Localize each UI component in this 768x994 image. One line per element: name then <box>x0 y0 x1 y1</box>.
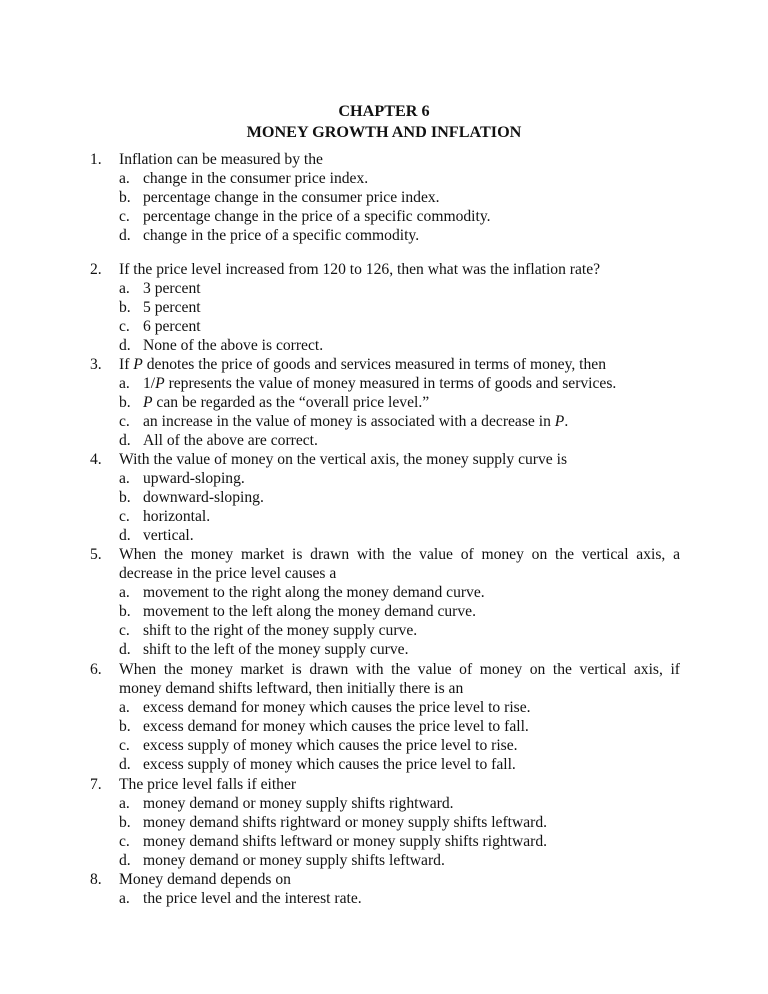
option-text: shift to the left of the money supply curve. <box>143 641 409 659</box>
option-a <box>119 374 680 393</box>
option-text: excess supply of money which causes the price level to rise. <box>143 737 518 755</box>
option-letter: b. <box>119 394 131 412</box>
question-stem: If the price level increased from 120 to 126, then what was the inflation rate? <box>119 261 601 278</box>
option-text-part: can be regarded as the “overall price level.” <box>152 394 430 412</box>
option-b <box>119 488 680 507</box>
option-letter: a. <box>119 890 130 908</box>
option-letter: d. <box>119 337 131 355</box>
option-text-part: an increase in the value of money is associated with a decrease in <box>143 413 555 431</box>
question-stem: With the value of money on the vertical axis, the money supply curve is <box>119 451 568 468</box>
question-5 <box>90 545 680 660</box>
stem-text: denotes the price of goods and services measured in terms of money, then <box>142 356 607 373</box>
option-text: money demand shifts rightward or money supply shifts leftward. <box>143 814 548 832</box>
variable-p: P <box>133 356 143 373</box>
question-number: 6. <box>90 661 102 678</box>
option-letter: c. <box>119 318 130 336</box>
option-text: movement to the left along the money demand curve. <box>143 603 476 621</box>
option-text: money demand or money supply shifts leftward. <box>143 852 445 870</box>
option-text: money demand shifts leftward or money supply shifts rightward. <box>143 833 548 851</box>
question-7 <box>90 775 680 870</box>
option-d <box>119 226 680 245</box>
option-letter: a. <box>119 375 130 393</box>
option-a <box>119 889 680 908</box>
option-a <box>119 698 680 717</box>
option-text-part: 1/ <box>143 375 156 393</box>
option-b <box>119 298 680 317</box>
stem-text: If <box>119 356 134 373</box>
option-text: shift to the right of the money supply curve. <box>143 622 418 640</box>
option-letter: d. <box>119 527 131 545</box>
option-text: vertical. <box>143 527 194 545</box>
option-text: None of the above is correct. <box>143 337 324 355</box>
option-text <box>143 394 429 411</box>
option-text: upward-sloping. <box>143 470 245 488</box>
variable-p: P <box>554 413 565 431</box>
option-letter: a. <box>119 280 130 298</box>
option-d <box>119 336 680 355</box>
option-text: money demand or money supply shifts rightward. <box>143 795 454 813</box>
option-letter: c. <box>119 413 130 431</box>
question-number: 8. <box>90 871 102 888</box>
option-a <box>119 794 680 813</box>
option-d <box>119 526 680 545</box>
option-letter: b. <box>119 814 131 832</box>
option-c <box>119 207 680 226</box>
option-letter: b. <box>119 489 131 507</box>
question-2 <box>90 260 680 355</box>
stem-line-1: When the money market is drawn with the value of money on the vertical axis, a <box>119 546 680 563</box>
question-6 <box>90 660 680 775</box>
option-letter: a. <box>119 170 130 188</box>
chapter-title: MONEY GROWTH AND INFLATION <box>246 122 522 141</box>
option-a <box>119 279 680 298</box>
option-a <box>119 583 680 602</box>
option-text: percentage change in the price of a specific commodity. <box>143 208 491 226</box>
option-b <box>119 602 680 621</box>
option-d <box>119 640 680 659</box>
option-text: excess supply of money which causes the price level to fall. <box>143 756 516 774</box>
question-stem <box>119 355 680 374</box>
question-stem: Money demand depends on <box>119 871 291 888</box>
option-text: horizontal. <box>143 508 211 526</box>
option-b <box>119 393 680 412</box>
option-text: 5 percent <box>143 299 201 317</box>
option-text: the price level and the interest rate. <box>143 890 362 908</box>
option-letter: b. <box>119 603 131 621</box>
question-1 <box>90 150 680 245</box>
option-text: change in the consumer price index. <box>143 170 369 188</box>
option-text: change in the price of a specific commodity. <box>143 227 420 245</box>
chapter-number: CHAPTER 6 <box>338 102 430 120</box>
option-text: downward-sloping. <box>143 489 264 507</box>
option-letter: c. <box>119 833 130 851</box>
question-number: 4. <box>90 451 102 468</box>
variable-p: P <box>143 394 153 412</box>
variable-p: P <box>155 375 165 393</box>
option-text-part: All of the above are correct. <box>143 432 318 450</box>
option-d <box>119 431 680 450</box>
option-b <box>119 717 680 736</box>
option-text-part: represents the value of money measured in terms of goods and services. <box>164 375 617 393</box>
question-number: 1. <box>90 151 102 168</box>
option-text-part: . <box>564 413 569 431</box>
stem-line-2: money demand shifts leftward, then initially there is an <box>119 680 464 698</box>
option-c <box>119 412 680 431</box>
option-text <box>143 432 318 449</box>
option-b <box>119 188 680 207</box>
option-d <box>119 851 680 870</box>
option-text: 3 percent <box>143 280 201 298</box>
option-text: movement to the right along the money demand curve. <box>143 584 485 602</box>
stem-line-2: decrease in the price level causes a <box>119 565 337 583</box>
question-4 <box>90 450 680 545</box>
option-text: 6 percent <box>143 318 201 336</box>
question-stem: The price level falls if either <box>119 776 297 793</box>
option-a <box>119 169 680 188</box>
question-stem: Inflation can be measured by the <box>119 151 323 168</box>
option-letter: d. <box>119 641 131 659</box>
option-text: excess demand for money which causes the price level to rise. <box>143 699 531 717</box>
chapter-heading <box>0 101 768 142</box>
option-letter: d. <box>119 432 131 450</box>
question-number: 7. <box>90 776 102 793</box>
option-letter: c. <box>119 508 130 526</box>
option-letter: a. <box>119 470 130 488</box>
question-number: 3. <box>90 356 102 373</box>
option-text <box>143 413 568 430</box>
question-stem <box>119 660 680 698</box>
question-8 <box>90 870 680 908</box>
option-letter: b. <box>119 718 131 736</box>
option-letter: c. <box>119 208 130 226</box>
option-c <box>119 317 680 336</box>
option-text <box>143 375 616 392</box>
option-c <box>119 507 680 526</box>
option-letter: d. <box>119 756 131 774</box>
question-number: 2. <box>90 261 102 278</box>
question-3 <box>90 355 680 450</box>
option-letter: a. <box>119 795 130 813</box>
option-letter: c. <box>119 622 130 640</box>
option-b <box>119 813 680 832</box>
option-letter: a. <box>119 584 130 602</box>
option-letter: b. <box>119 189 131 207</box>
stem-line-1: When the money market is drawn with the value of money on the vertical axis, if <box>119 661 680 678</box>
option-d <box>119 755 680 774</box>
option-a <box>119 469 680 488</box>
option-letter: d. <box>119 227 131 245</box>
option-c <box>119 621 680 640</box>
option-letter: c. <box>119 737 130 755</box>
option-c <box>119 736 680 755</box>
option-letter: d. <box>119 852 131 870</box>
option-letter: b. <box>119 299 131 317</box>
question-number: 5. <box>90 546 102 563</box>
option-text: percentage change in the consumer price index. <box>143 189 440 207</box>
option-c <box>119 832 680 851</box>
question-stem <box>119 545 680 583</box>
option-text: excess demand for money which causes the price level to fall. <box>143 718 529 736</box>
option-letter: a. <box>119 699 130 717</box>
